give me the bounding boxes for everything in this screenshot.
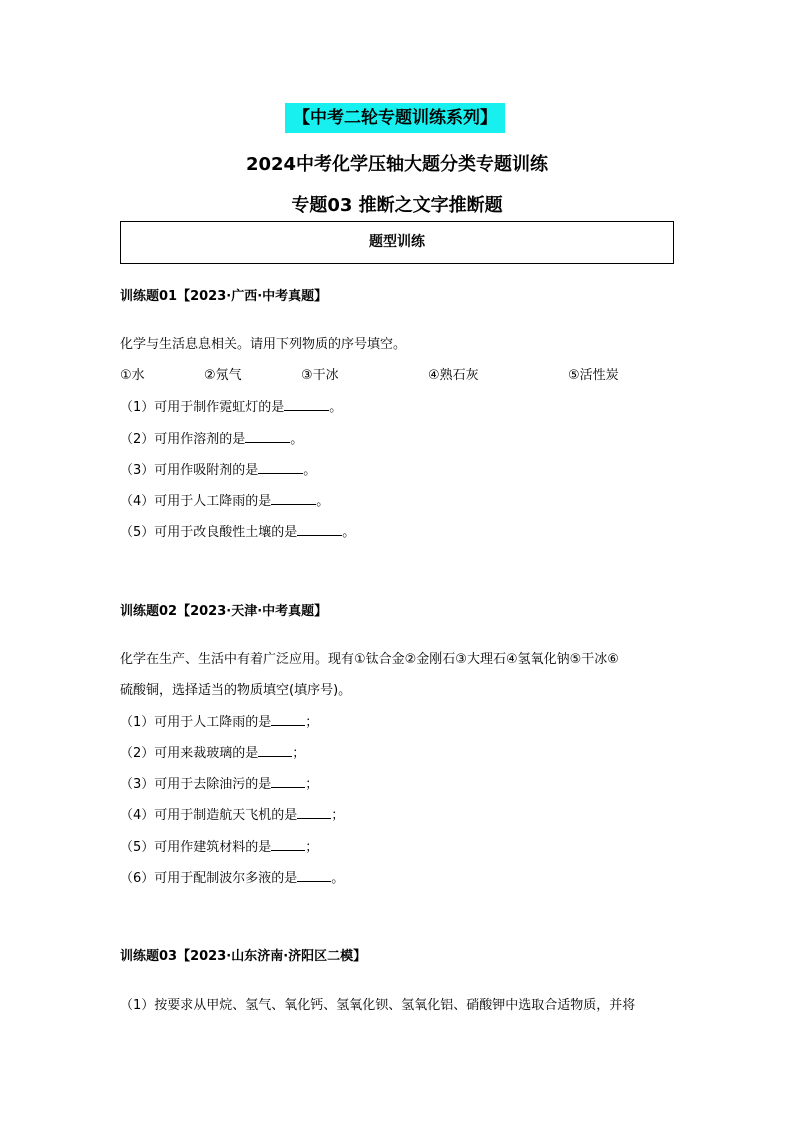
q1-option: ②氖气 (204, 368, 242, 383)
q2-intro: 化学在生产、生活中有着广泛应用。现有①钛合金②金刚石③大理石④氢氧化钠⑤干冰⑥ (120, 652, 619, 667)
q2-intro: 硫酸铜，选择适当的物质填空(填序号)。 (120, 683, 352, 698)
answer-blank[interactable] (284, 398, 329, 411)
document-subtitle: 专题03 推断之文字推断题 (291, 195, 503, 216)
q1-option: ⑤活性炭 (568, 368, 619, 383)
q2-item-text: （5）可用作建筑材料的是 (120, 840, 272, 855)
punctuation: ； (331, 808, 345, 823)
punctuation: ； (292, 746, 306, 761)
q1-option: ①水 (120, 368, 145, 383)
answer-blank[interactable] (297, 806, 331, 819)
q2-item (120, 744, 305, 763)
punctuation: 。 (303, 463, 317, 478)
q1-item-text: （3）可用作吸附剂的是 (120, 463, 259, 478)
q1-item-text: （4）可用于人工降雨的是 (120, 494, 272, 509)
punctuation: ； (305, 840, 319, 855)
q2-item-text: （4）可用于制造航天飞机的是 (120, 808, 298, 823)
answer-blank[interactable] (271, 713, 305, 726)
q1-intro: 化学与生活息息相关。请用下列物质的序号填空。 (120, 337, 407, 352)
q2-item-text: （6）可用于配制波尔多液的是 (120, 871, 298, 886)
q1-item-text: （2）可用作溶剂的是 (120, 432, 246, 447)
punctuation: ； (305, 777, 319, 792)
q2-item-text: （2）可用来裁玻璃的是 (120, 746, 259, 761)
q3-heading: 训练题03【2023·山东济南·济阳区二模】 (120, 949, 367, 964)
q1-heading: 训练题01【2023·广西·中考真题】 (120, 289, 328, 304)
document-title: 2024中考化学压轴大题分类专题训练 (245, 154, 549, 175)
q1-item (120, 523, 355, 542)
punctuation: 。 (342, 525, 356, 540)
answer-blank[interactable] (297, 869, 331, 882)
q3-line: （1）按要求从甲烷、氢气、氧化钙、氢氧化钡、氢氧化铝、硝酸钾中选取合适物质，并将 (120, 998, 636, 1013)
answer-blank[interactable] (271, 492, 316, 505)
q1-item (120, 461, 316, 480)
q1-options (120, 367, 672, 385)
q2-item (120, 775, 318, 794)
q2-heading: 训练题02【2023·天津·中考真题】 (120, 604, 328, 619)
q2-item (120, 838, 318, 857)
q1-item (120, 492, 329, 511)
punctuation: ； (305, 715, 319, 730)
series-banner: 【中考二轮专题训练系列】 (285, 103, 505, 133)
section-heading-box: 题型训练 (120, 221, 674, 264)
q2-item (120, 869, 344, 888)
punctuation: 。 (331, 871, 345, 886)
answer-blank[interactable] (297, 523, 342, 536)
q1-option: ④熟石灰 (428, 368, 479, 383)
punctuation: 。 (290, 432, 304, 447)
q2-item (120, 806, 344, 825)
q2-item-text: （3）可用于去除油污的是 (120, 777, 272, 792)
punctuation: 。 (329, 400, 343, 415)
answer-blank[interactable] (245, 430, 290, 443)
q1-item-text: （5）可用于改良酸性土壤的是 (120, 525, 298, 540)
q1-option: ③干冰 (301, 368, 339, 383)
q1-item (120, 430, 303, 449)
q2-item (120, 713, 318, 732)
answer-blank[interactable] (271, 838, 305, 851)
q1-item (120, 398, 342, 417)
q2-item-text: （1）可用于人工降雨的是 (120, 715, 272, 730)
answer-blank[interactable] (258, 744, 292, 757)
punctuation: 。 (316, 494, 330, 509)
q1-item-text: （1）可用于制作霓虹灯的是 (120, 400, 285, 415)
answer-blank[interactable] (258, 461, 303, 474)
answer-blank[interactable] (271, 775, 305, 788)
